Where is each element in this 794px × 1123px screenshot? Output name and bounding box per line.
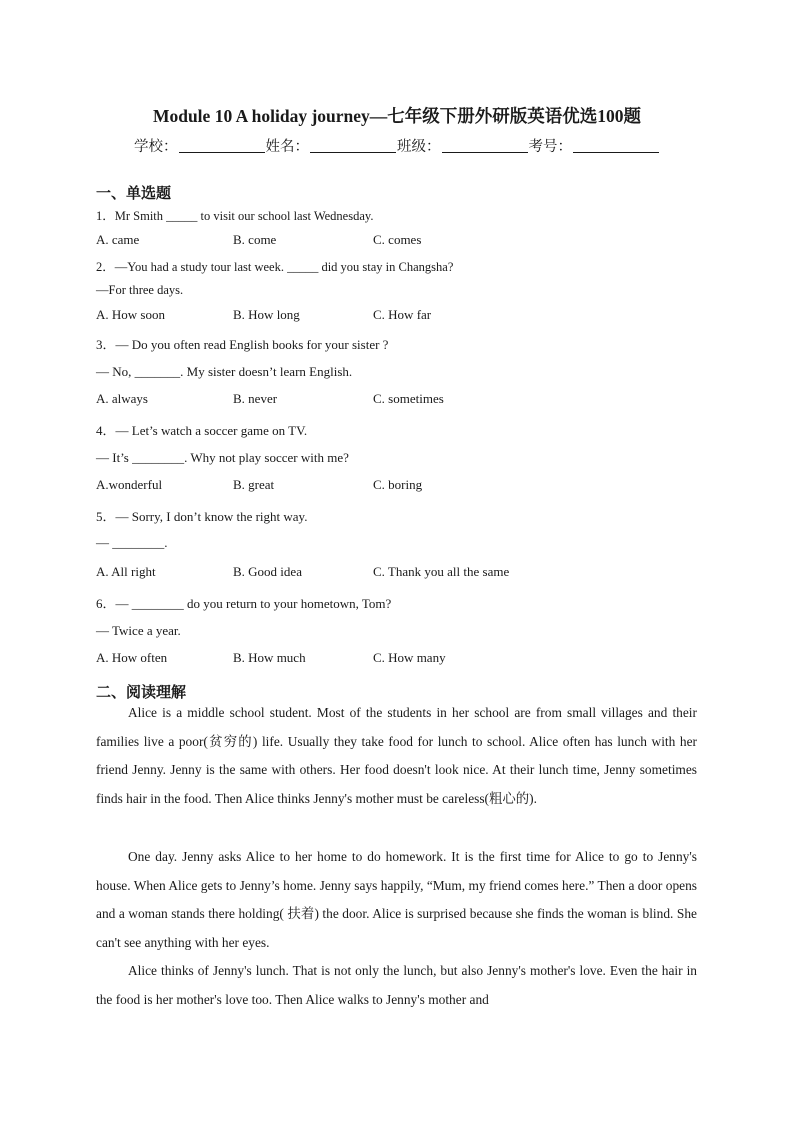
question-3-option-b[interactable]: B. never	[233, 391, 278, 406]
name-blank[interactable]	[310, 138, 396, 153]
question-3-response: — No, _______. My sister doesn’t learn English.	[96, 364, 353, 379]
passage-paragraph-3: Alice thinks of Jenny's lunch. That is not only the lunch, but also Jenny's mother's love. Even the hair in the food is her mother's love too. Then Alice walks to Jenny's mother and	[96, 963, 697, 1007]
question-4-response: — It’s ________. Why not play soccer with me?	[96, 450, 349, 465]
question-2-option-b[interactable]: B. How long	[233, 307, 300, 322]
question-3-option-c[interactable]: C. sometimes	[373, 391, 444, 406]
class-blank[interactable]	[442, 138, 528, 153]
question-5-option-b[interactable]: B. Good idea	[233, 564, 302, 579]
question-5-option-c[interactable]: C. Thank you all the same	[373, 564, 510, 579]
question-2-stem: 2．—You had a study tour last week. _____ did you stay in Changsha?	[96, 260, 454, 274]
question-3-option-a[interactable]: A. always	[96, 391, 148, 406]
passage-paragraph-2: One day. Jenny asks Alice to her home to do homework. It is the first time for Alice to go to Jenny's house. When Alice gets to Jenny’s home. Jenny says happily, “Mum, my friend comes here.” Then a door opens and a woman stands there holding( 扶着) the door. Alice is surprised because she finds the woman is blind. She can't see anything with her eyes.	[96, 849, 697, 950]
name-label: 姓名：	[265, 139, 309, 155]
question-6-response: — Twice a year.	[96, 623, 181, 638]
question-6-stem: 6．— ________ do you return to your hometown, Tom?	[96, 596, 392, 611]
class-label: 班级：	[397, 139, 441, 155]
page-title: Module 10 A holiday journey—七年级下册外研版英语优选100题	[152, 106, 642, 126]
question-3-stem: 3．— Do you often read English books for your sister ?	[96, 337, 389, 352]
passage-paragraph-1: Alice is a middle school student. Most of the students in her school are from small villages and their families live a poor(贫穷的) life. Usually they take food for lunch to school. Alice often has lunch with her friend Jenny. Jenny is the same with others. Her food doesn't look nice. At their lunch time, Jenny sometimes finds hair in the food. Then Alice thinks Jenny's mother must be careless(粗心的).	[96, 705, 697, 806]
school-blank[interactable]	[179, 138, 265, 153]
question-4-option-a[interactable]: A.wonderful	[96, 477, 163, 492]
section-heading-single-choice: 一、单选题	[96, 184, 172, 202]
student-info-line	[0, 135, 794, 156]
question-6-option-c[interactable]: C. How many	[373, 650, 446, 665]
question-2-response: —For three days.	[96, 283, 184, 297]
number-label: 考号：	[528, 139, 572, 155]
question-5-stem: 5．— Sorry, I don’t know the right way.	[96, 509, 308, 524]
question-5-option-a[interactable]: A. All right	[96, 564, 156, 579]
question-2-option-a[interactable]: A. How soon	[96, 307, 165, 322]
question-4-stem: 4．— Let’s watch a soccer game on TV.	[96, 423, 308, 438]
question-4-option-b[interactable]: B. great	[233, 477, 275, 492]
question-1-option-a[interactable]: A. came	[96, 232, 140, 247]
section-heading-reading: 二、阅读理解	[96, 683, 187, 701]
question-6-option-a[interactable]: A. How often	[96, 650, 168, 665]
question-5-response: — ________.	[96, 535, 168, 550]
question-1-option-c[interactable]: C. comes	[373, 232, 422, 247]
question-2-option-c[interactable]: C. How far	[373, 307, 432, 322]
question-1-option-b[interactable]: B. come	[233, 232, 277, 247]
number-blank[interactable]	[573, 138, 659, 153]
question-6-option-b[interactable]: B. How much	[233, 650, 306, 665]
question-1-stem: 1．Mr Smith _____ to visit our school last Wednesday.	[96, 209, 374, 223]
school-label: 学校：	[134, 139, 178, 155]
question-4-option-c[interactable]: C. boring	[373, 477, 423, 492]
